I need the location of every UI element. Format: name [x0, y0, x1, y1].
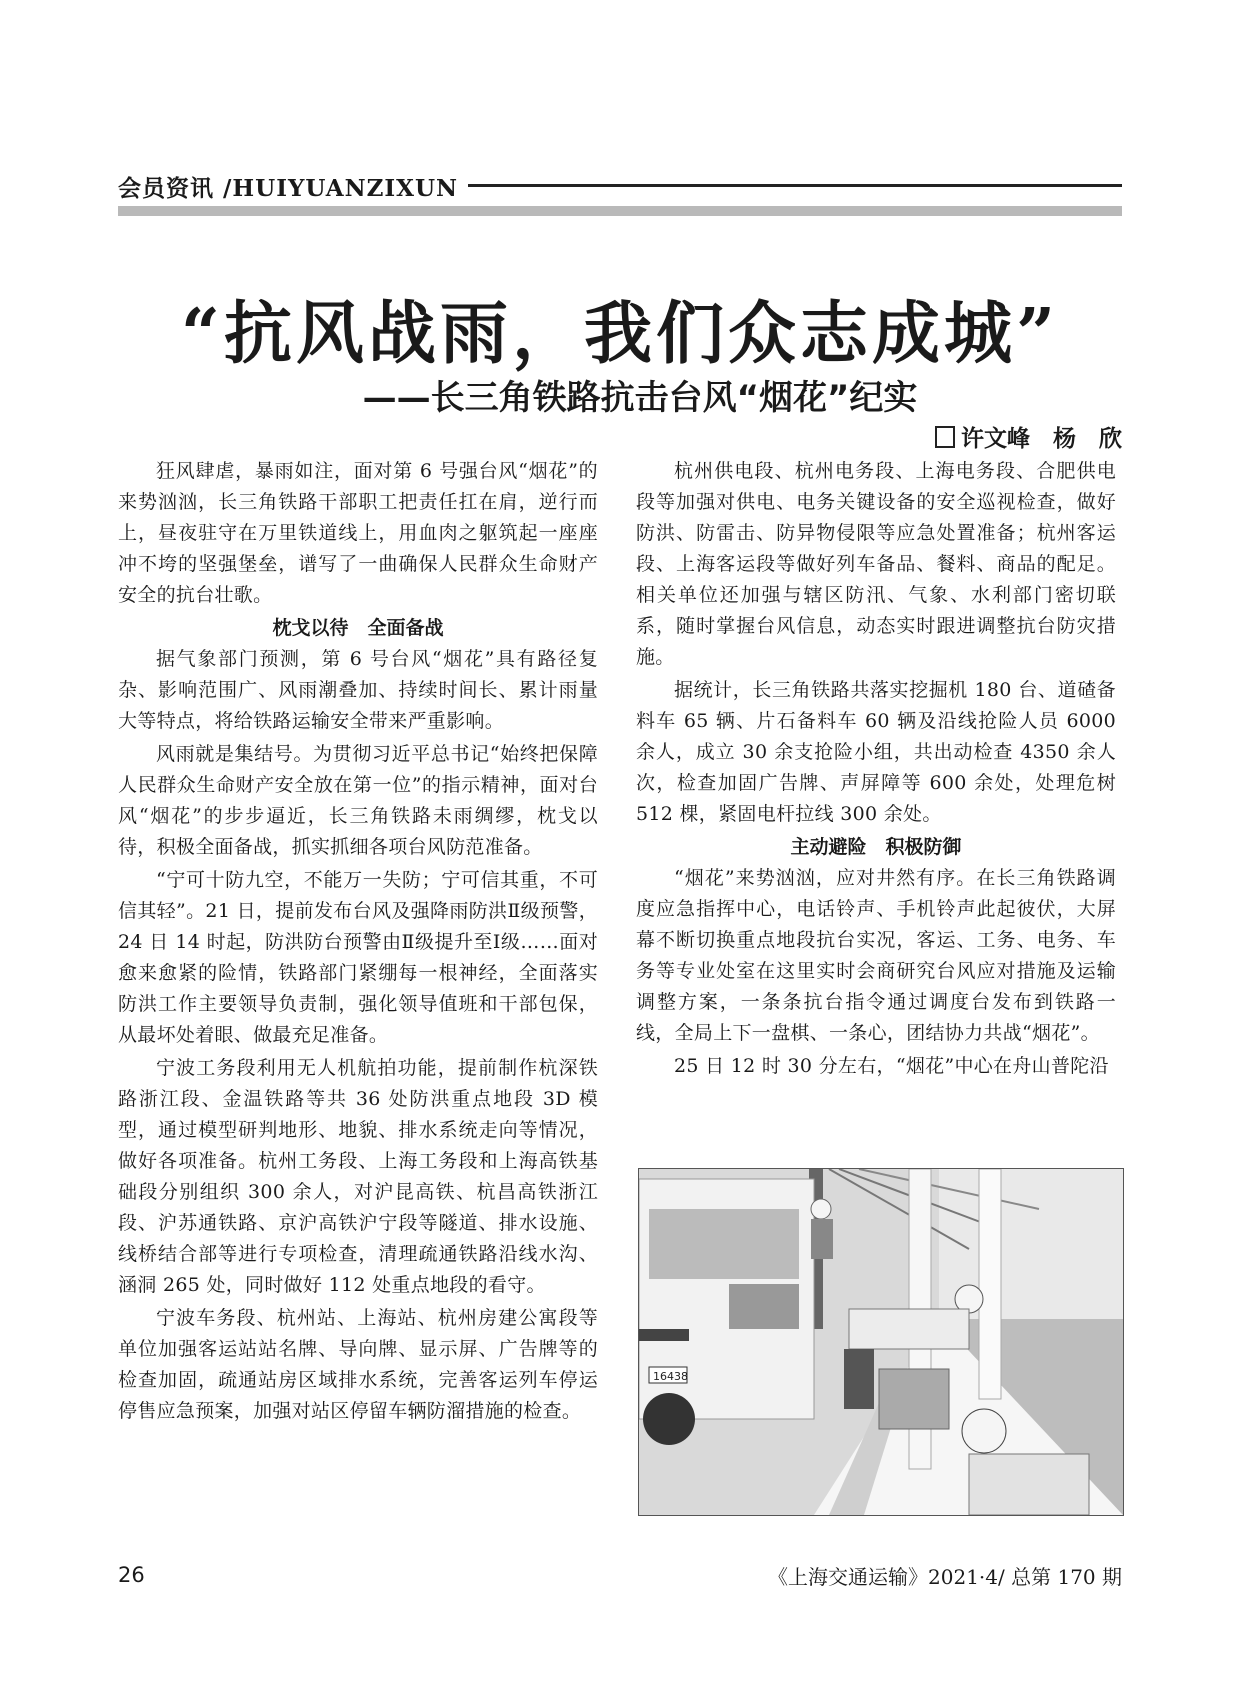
paragraph: 杭州供电段、杭州电务段、上海电务段、合肥供电段等加强对供电、电务关键设备的安全巡视检查，做好防洪、防雷击、防异物侵限等应急处置准备；杭州客运段、上海客运段等做好列车备品、餐料、商品的配足。相关单位还加强与辖区防汛、气象、水利部门密切联系，随时掌握台风信息，动态实时跟进调整抗台防灾措施。: [636, 460, 1116, 668]
byline-box-icon: [935, 426, 955, 448]
paragraph: 狂风肆虐，暴雨如注，面对第 6 号强台风“烟花”的来势汹汹，长三角铁路干部职工把责任扛在肩，逆行而上，昼夜驻守在万里铁道线上，用血肉之躯筑起一座座冲不垮的坚强堡垒，谱写了一曲确保人民群众生命财产安全的抗台壮歌。: [118, 460, 598, 606]
paragraph: 据统计，长三角铁路共落实挖掘机 180 台、道碴备料车 65 辆、片石备料车 60 辆及沿线抢险人员 6000 余人，成立 30 余支抢险小组，共出动检查 4350 余人次，检查加固广告牌、声屏障等 600 余处，处理危树 512 棵，紧固电杆拉线 300 余处。: [636, 679, 1116, 825]
paragraph: 风雨就是集结号。为贯彻习近平总书记“始终把保障人民群众生命财产安全放在第一位”的指示精神，面对台风“烟花”的步步逼近，长三角铁路未雨绸缪，枕戈以待，积极全面备战，抓实抓细各项台风防范准备。: [118, 743, 598, 858]
page-number: 26: [118, 1563, 145, 1587]
right-column: [636, 456, 1116, 1084]
section-header: [118, 168, 1122, 206]
header-rule: [448, 184, 1122, 187]
paragraph: 宁波车务段、杭州站、上海站、杭州房建公寓段等单位加强客运站站名牌、导向牌、显示屏、广告牌等的检查加固，疏通站房区域排水系统，完善客运列车停运停售应急预案，加强对站区停留车辆防溜措施的检查。: [118, 1307, 598, 1422]
article-subtitle: ——长三角铁路抗击台风“烟花”纪实: [362, 378, 918, 418]
vehicle-plate-text: 16438: [653, 1370, 688, 1383]
paragraph: “烟花”来势汹汹，应对井然有序。在长三角铁路调度应急指挥中心，电话铃声、手机铃声此起彼伏，大屏幕不断切换重点地段抗台实况，客运、工务、电务、车务等专业处室在这里实时会商研究台风应对措施及运输调整方案，一条条抗台指令通过调度台发布到铁路一线，全局上下一盘棋、一条心，团结协力共战“烟花”。: [636, 867, 1116, 1044]
paragraph: “宁可十防九空，不能万一失防；宁可信其重，不可信其轻”。21 日，提前发布台风及强降雨防洪Ⅱ级预警，24 日 14 时起，防洪防台预警由Ⅱ级提升至Ⅰ级……面对愈来愈紧的险情，铁路部门紧绷每一根神经，全面落实防洪工作主要领导负责制，强化领导值班和干部包保，从最坏处着眼、做最充足准备。: [118, 869, 598, 1046]
paragraph: 25 日 12 时 30 分左右，“烟花”中心在舟山普陀沿: [674, 1055, 1109, 1077]
photo-illustration: [639, 1169, 1123, 1515]
section-label: 会员资讯 /HUIYUANZIXUN: [118, 170, 468, 203]
paragraph: 宁波工务段利用无人机航拍功能，提前制作杭深铁路浙江段、金温铁路等共 36 处防洪重点地段 3D 模型，通过模型研判地形、地貌、排水系统走向等情况，做好各项准备。杭州工务段、上海工务段和上海高铁基础段分别组织 300 余人，对沪昆高铁、杭昌高铁浙江段、沪苏通铁路、京沪高铁沪宁段等隧道、排水设施、线桥结合部等进行专项检查，清理疏通铁路沿线水沟、涵洞 265 处，同时做好 112 处重点地段的看守。: [118, 1057, 598, 1296]
byline: [935, 420, 1122, 453]
header-gray-bar: [118, 206, 1122, 216]
journal-footer: 《上海交通运输》2021·4/ 总第 170 期: [768, 1565, 1122, 1589]
byline-authors: 许文峰 杨 欣: [961, 426, 1122, 452]
section-heading: 枕戈以待 全面备战: [272, 617, 444, 639]
section-heading: 主动避险 积极防御: [790, 836, 962, 858]
paragraph: 据气象部门预测，第 6 号台风“烟花”具有路径复杂、影响范围广、风雨潮叠加、持续时间长、累计雨量大等特点，将给铁路运输安全带来严重影响。: [118, 648, 598, 732]
left-column: [118, 456, 598, 1429]
article-title: “抗风战雨，我们众志成城”: [180, 294, 1060, 374]
bridge-inspection-photo: [638, 1168, 1124, 1516]
